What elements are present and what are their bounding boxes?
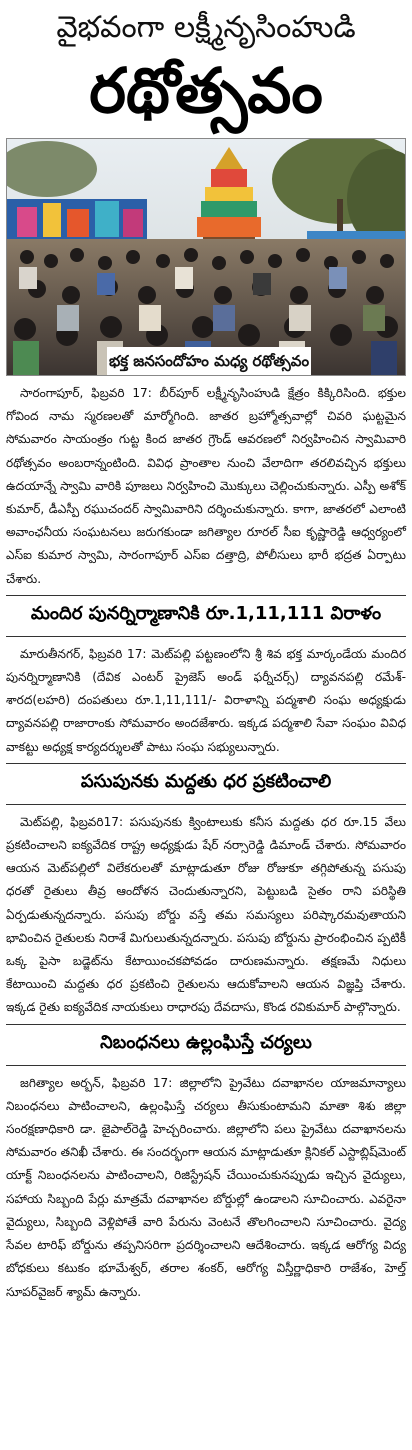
divider: [6, 804, 406, 805]
story3-headline: పసుపునకు మద్దతు ధర ప్రకటించాలి: [80, 770, 332, 792]
story2-body: మారుతీనగర్, ఫిబ్రవరి 17: మెట్‌పల్లి పట్టణంలోని శ్రీ శివ భక్త మార్కండేయ మందిర పునర్నిర్మాణానికి (దేవిక ఎంటర్ ప్రైజెస్ అండ్ ఫర్నీచర్స్) ద్యావనపల్లి రమేశ్-శారద(లహరి) దంపతులు రూ.1,11,111/- విరాళాన్ని పద్మశాలి సంఘ అధ్యక్షుడు ద్యావనపల్లి రాజారాంకు సోమవారం అందజేశారు. ఇక్కడ పద్మశాలి సేవా సంఘం వివిధ వాకట్టు అధ్యక్ష కార్యదర్శులతో పాటు సంఘ సభ్యులున్నారు.: [6, 646, 406, 754]
divider: [6, 636, 406, 637]
divider: [6, 1065, 406, 1066]
story4-headline: నిబంధనలు ఉల్లంఘిస్తే చర్యలు: [100, 1031, 312, 1053]
story2-headline: మందిర పునర్నిర్మాణానికి రూ.1,11,111 విరాళం: [30, 602, 382, 624]
story3-body: మెట్‌పల్లి, ఫిబ్రవరి17: పసుపునకు క్వింటాలుకు కనీస మద్దతు ధర రూ.15 వేలు ప్రకటించాలని ఐక్యవేదిక రాష్ట్ర అధ్యక్షుడు షేర్ నర్సారెడ్డి డిమాండ్ చేశారు. సోమవారం ఆయన మెట్‌పల్లిలో విలేకరులతో మాట్లాడుతూ రోజు రోజుకూ తగ్గిపోతున్న పసుపు ధరతో రైతులు తీవ్ర ఆందోళన చెందుతున్నారని, పెట్టుబడి సైతం రాని పరిస్థితి ఏర్పడుతున్నదన్నారు. పసుపు బోర్డు వస్తే తమ సమస్యలు పరిష్కారమవుతాయని భావించిన రైతులకు నిరాశే మిగులుతున్నదన్నారు. పసుపు బోర్డును ప్రారంభించిన ప్పటికీ ఒక్క పైసా బడ్జెట్‌ను కేటాయించకపోవడం దారుణమన్నారు. తక్షణమే నిధులు కేటాయించి మద్దతు ధర ప్రకటించి రైతులను ఆదుకోవాలని ఆయన విజ్ఞప్తి చేశారు. ఇక్కడ రైతు ఐక్యవేదిక నాయకులు రాధారపు దేవదాసు, కొండ రవికుమార్ పాల్గొన్నారు.: [6, 814, 406, 1015]
story4-body: జగిత్యాల అర్బన్, ఫిబ్రవరి 17: జిల్లాలోని ప్రైవేటు దవాఖానల యాజమాన్యాలు నిబంధనలు పాటించాలని, ఉల్లంఘిస్తే చర్యలు తీసుకుంటామని మాతా శిశు జిల్లా సంరక్షణాధికారి డా. జైపాల్‌రెడ్డి హెచ్చరించారు. జిల్లాలోని పలు ప్రైవేటు దవాఖానలను సోమవారం తనిఖీ చేశారు. ఈ సందర్భంగా ఆయన మాట్లాడుతూ క్లినికల్ ఎస్టాబ్లిష్‌మెంట్ యాక్ట్ నిబంధనలను పాటించాలని, రిజిస్ట్రేషన్ చేయించుకునప్పుడు ఇచ్చిన వైద్యులు, సహాయ సిబ్బంది పేర్లు మాత్రమే దవాఖానల బోర్డుల్లో ఉండాలని సూచించారు. ఎవరైనా వైద్యులు, సిబ్బంది వెళ్లిపోతే వారి పేరును వెంటనే తొలగించాలని సూచించారు. వైద్య సేవల టారిఫ్ బోర్డును తప్పనిసరిగా ప్రదర్శించాలని ఆదేశించారు. ఇక్కడ ఆరోగ్య విద్య బోధకులు కటుకం భూమేశ్వర్, తరాల శంకర్, ఆరోగ్య విస్తీర్ణాధికారి రాజేశం, హెల్త్ సూపర్‌వైజర్ శ్యామ్ ఉన్నారు.: [6, 1075, 406, 1299]
story1-headline: రథోత్సవం: [89, 54, 323, 127]
chariot-festival-photo: [6, 138, 406, 376]
story1-kicker: వైభవంగా లక్ష్మీనృసింహుడి: [56, 10, 356, 45]
story1-body: సారంగాపూర్, ఫిబ్రవరి 17: బీర్‌పూర్ లక్ష్మీనృసింహుడి క్షేత్రం కిక్కిరిసింది. భక్తుల గోవింద నామ స్మరణలతో మార్మోగింది. జాతర బ్రహ్మోత్సవాల్లో చివరి ఘట్టమైన సోమవారం సాయంత్రం గుట్ట కింద జాతర గ్రౌండ్ ఆవరణలో నిర్వహించిన స్వామివారి రథోత్సవం అంబరాన్నంటింది. వివిధ ప్రాంతాల నుంచి వేలాదిగా తరలివచ్చిన భక్తులు ఉదయాన్నే స్వామి వారికి పూజలు నిర్వహించి మొక్కులు చెల్లించుకున్నారు. ఎస్పీ అశోక్ కుమార్, డీఎస్పీ రఘుచందర్ స్వామివారిని దర్శించుకున్నారు. కాగా, జాతరలో ఎలాంటి అవాంఛనీయ సంఘటనలు జరుగకుండా జగిత్యాల రూరల్ సీఐ కృష్ణారెడ్డి ఆధ్వర్యంలో ఎస్ఐ కుమార స్వామి, సారంగాపూర్ ఎస్ఐ దత్తాద్రి, పోలీసులు భారీ భద్రత ఏర్పాటు చేశారు.: [6, 386, 406, 586]
crowd-chariot-image: [7, 139, 406, 376]
photo-caption: భక్త జనసందోహం మధ్య రథోత్సవం: [107, 347, 311, 375]
